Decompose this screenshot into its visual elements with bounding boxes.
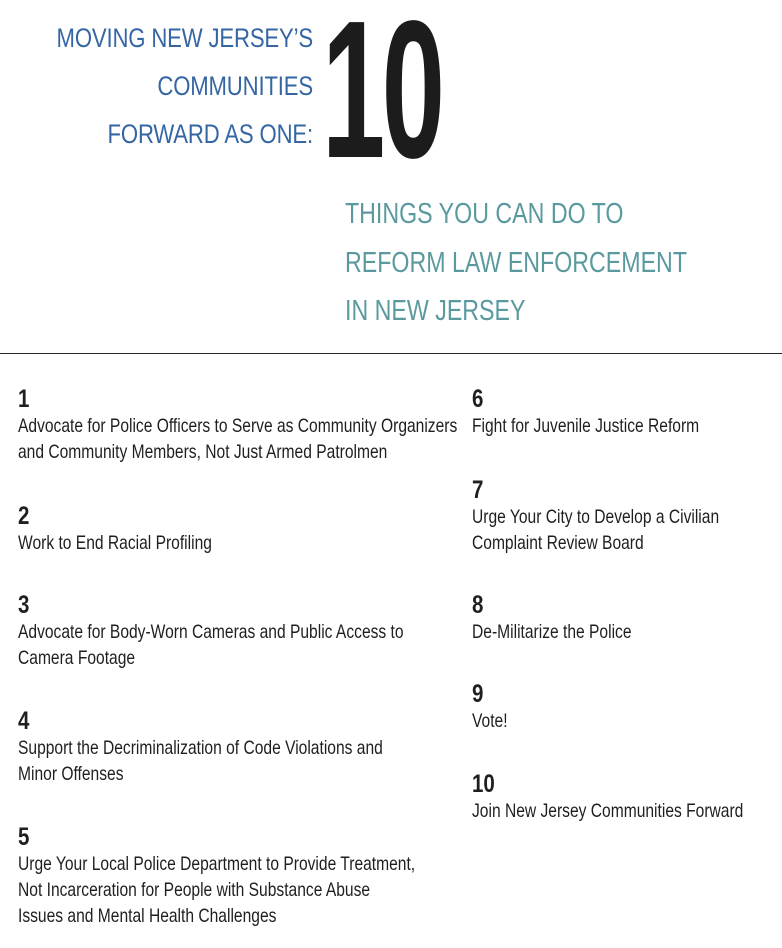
item-text-line: Urge Your City to Develop a Civilian — [472, 506, 720, 528]
item-text — [18, 735, 450, 787]
item-text-line: Not Incarceration for People with Substance Abuse — [18, 879, 371, 901]
subtitle-line: REFORM LAW ENFORCEMENT — [345, 246, 687, 279]
list-item-7 — [472, 476, 782, 556]
item-number: 3 — [18, 591, 30, 619]
item-text — [472, 504, 782, 556]
item-number: 8 — [472, 591, 484, 619]
big-number: 10 — [322, 0, 442, 199]
item-number: 10 — [472, 770, 495, 798]
item-text-line: and Community Members, Not Just Armed Patrolmen — [18, 441, 388, 463]
list-item-8 — [472, 591, 782, 645]
item-text-line: Join New Jersey Communities Forward — [472, 800, 744, 822]
item-number: 5 — [18, 823, 30, 851]
item-text — [472, 413, 782, 439]
list-item-5 — [18, 823, 558, 929]
item-text-line: Issues and Mental Health Challenges — [18, 905, 277, 927]
item-text-line: Support the Decriminalization of Code Violations and — [18, 737, 383, 759]
header-heading — [56, 14, 313, 158]
header-heading-line: COMMUNITIES — [157, 71, 313, 101]
item-number: 7 — [472, 476, 484, 504]
item-text-line: Advocate for Body-Worn Cameras and Public Access to — [18, 621, 404, 643]
divider — [0, 353, 782, 354]
item-text-line: Urge Your Local Police Department to Provide Treatment, — [18, 853, 416, 875]
item-text — [472, 708, 782, 734]
item-text — [18, 851, 450, 929]
item-text-line: Fight for Juvenile Justice Reform — [472, 415, 700, 437]
item-number: 4 — [18, 707, 30, 735]
item-text — [472, 798, 782, 824]
list-item-9 — [472, 680, 782, 734]
item-text-line: Complaint Review Board — [472, 532, 644, 554]
item-text — [18, 619, 450, 671]
item-number: 6 — [472, 385, 484, 413]
list-item-10 — [472, 770, 782, 824]
item-text — [18, 413, 458, 465]
item-text — [18, 530, 450, 556]
header-heading-line: FORWARD AS ONE: — [107, 119, 313, 149]
item-number: 9 — [472, 680, 484, 708]
item-number: 1 — [18, 385, 30, 413]
subtitle-line: IN NEW JERSEY — [345, 295, 526, 327]
item-text-line: Camera Footage — [18, 647, 136, 669]
item-text — [472, 619, 782, 645]
item-text-line: Vote! — [472, 710, 508, 732]
header-heading-line: MOVING NEW JERSEY’S — [56, 23, 314, 53]
item-text-line: Minor Offenses — [18, 763, 124, 785]
subtitle-line: THINGS YOU CAN DO TO — [345, 198, 624, 230]
header-subtitle — [345, 190, 687, 336]
item-text-line: Work to End Racial Profiling — [18, 532, 212, 554]
item-number: 2 — [18, 502, 30, 530]
list-item-6 — [472, 385, 782, 439]
item-text-line: De-Militarize the Police — [472, 621, 632, 643]
item-text-line: Advocate for Police Officers to Serve as Community Organizers — [18, 415, 458, 437]
